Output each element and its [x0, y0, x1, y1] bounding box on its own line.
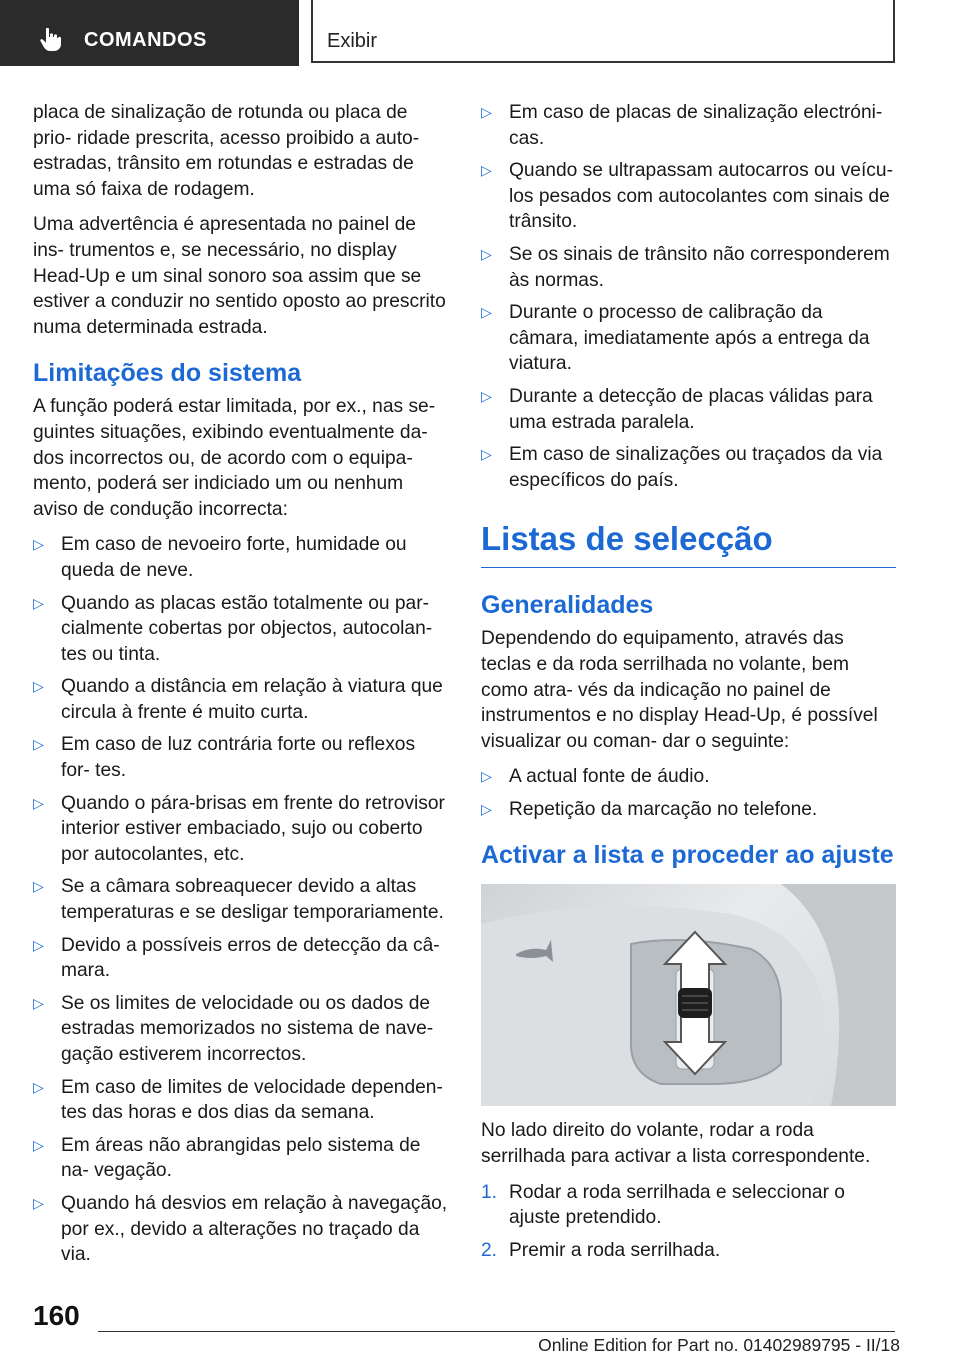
list-item: ▷ Durante o processo de calibração da câmara, imediatamente após a entrega da viatura.: [481, 302, 870, 375]
tab-view-label: Exibir: [327, 30, 378, 52]
footer-divider: [98, 1331, 895, 1332]
steps-list: [481, 1180, 896, 1264]
tab-view[interactable]: [311, 0, 895, 63]
triangle-bullet-icon: ▷: [33, 1136, 44, 1153]
triangle-bullet-icon: ▷: [33, 936, 44, 953]
paragraph: A função poderá estar limitada, por ex., nas se- guintes situações, exibindo eventualmente da- dos incorrectos ou, de acordo com o equipa- mento, poderá ser indiciado um ou nenhum aviso de condução incorrecta:: [33, 396, 436, 520]
right-column: [481, 100, 896, 1271]
heading-general: Generalidades: [481, 591, 654, 620]
list-item: 1. Rodar a roda serrilhada e seleccionar o ajuste pretendido.: [481, 1181, 845, 1229]
list-item: ▷ Devido a possíveis erros de detecção da câ- mara.: [33, 934, 440, 982]
triangle-bullet-icon: ▷: [33, 678, 44, 695]
triangle-bullet-icon: ▷: [33, 794, 44, 811]
list-item: ▷ Em áreas não abrangidas pelo sistema de na- vegação.: [33, 1134, 421, 1182]
triangle-bullet-icon: ▷: [33, 1078, 44, 1095]
triangle-bullet-icon: ▷: [33, 594, 44, 611]
paragraph: placa de sinalização de rotunda ou placa de prio- ridade prescrita, acesso proibido a auto-estradas, trânsito em rotundas e estradas de uma só faixa de rodagem.: [33, 102, 420, 200]
page-number: 160: [33, 1300, 80, 1331]
list-item: ▷ A actual fonte de áudio.: [481, 764, 896, 790]
list-item: ▷ Em caso de luz contrária forte ou reflexos for- tes.: [33, 734, 416, 782]
tab-commands[interactable]: [0, 0, 299, 66]
triangle-bullet-icon: ▷: [481, 387, 492, 404]
triangle-bullet-icon: ▷: [481, 768, 492, 785]
list-item: ▷ Em caso de nevoeiro forte, humidade ou queda de neve.: [33, 534, 407, 581]
general-list: [481, 764, 896, 822]
triangle-bullet-icon: ▷: [481, 304, 492, 321]
list-item: ▷ Quando o pára-brisas em frente do retrovisor interior estiver embaciado, sujo ou coberto por autocolantes, etc.: [33, 792, 445, 865]
list-item: ▷ Quando as placas estão totalmente ou par- cialmente cobertas por objectos, autocolan- tes ou tinta.: [33, 592, 433, 665]
paragraph: No lado direito do volante, rodar a roda serrilhada para activar a lista correspondente.: [481, 1120, 871, 1168]
page-header: [0, 0, 960, 66]
paragraph: Uma advertência é apresentada no painel de ins- trumentos e, se necessário, no display Head-Up e um sinal sonoro soa assim que se estiver a conduzir no sentido oposto ao prescrito numa determinada estrada.: [33, 214, 446, 338]
list-item: ▷ Se a câmara sobreaquecer devido a altas temperaturas e se desligar temporariamente.: [33, 876, 444, 924]
tab-commands-label: COMANDOS: [84, 29, 207, 51]
limitations-list-continued: [481, 100, 896, 493]
list-item: ▷ Quando se ultrapassam autocarros ou veícu- los pesados com autocolantes com sinais de trânsito.: [481, 160, 893, 233]
paragraph: Dependendo do equipamento, através das teclas e da roda serrilhada no volante, bem como atra- vés da indicação no painel de instrumentos e no display Head-Up, é possível visualizar ou coman- dar o seguinte:: [481, 628, 878, 752]
triangle-bullet-icon: ▷: [33, 536, 44, 553]
triangle-bullet-icon: ▷: [481, 104, 492, 120]
triangle-bullet-icon: ▷: [33, 878, 44, 895]
left-column: [33, 100, 449, 1276]
list-item: ▷ Quando a distância em relação à viatura que circula à frente é muito curta.: [33, 676, 443, 723]
triangle-bullet-icon: ▷: [33, 736, 44, 753]
triangle-bullet-icon: ▷: [481, 162, 492, 179]
heading-system-limitations: Limitações do sistema: [33, 359, 302, 388]
list-item: ▷ Se os sinais de trânsito não corresponderem às normas.: [481, 243, 890, 291]
triangle-bullet-icon: ▷: [481, 446, 492, 463]
list-item: 2. Premir a roda serrilhada.: [481, 1239, 721, 1261]
heading-selection-lists: Listas de selecção: [481, 519, 896, 568]
list-item: ▷ Em caso de limites de velocidade dependen- tes das horas e dos dias da semana.: [33, 1076, 443, 1124]
triangle-bullet-icon: ▷: [33, 994, 44, 1011]
list-item: ▷ Em caso de sinalizações ou traçados da via específicos do país.: [481, 444, 883, 491]
hand-pointer-icon: [38, 26, 64, 52]
list-item: ▷ Repetição da marcação no telefone.: [481, 797, 896, 823]
list-item: ▷ Durante a detecção de placas válidas para uma estrada paralela.: [481, 385, 873, 433]
list-item: ▷ Em caso de placas de sinalização electróni- cas.: [481, 102, 883, 149]
list-item: ▷ Se os limites de velocidade ou os dados de estradas memorizados no sistema de nave- gação estiverem incorrectos.: [33, 992, 434, 1065]
limitations-list: [33, 532, 449, 1267]
list-item: ▷ Quando há desvios em relação à navegação, por ex., devido a alterações no traçado da via.: [33, 1192, 448, 1266]
triangle-bullet-icon: ▷: [481, 245, 492, 262]
steering-wheel-figure: [481, 884, 896, 1106]
triangle-bullet-icon: ▷: [33, 1194, 44, 1211]
steering-wheel-illustration: [481, 884, 896, 1106]
triangle-bullet-icon: ▷: [481, 800, 492, 817]
heading-activate-list: Activar a lista e proceder ao ajuste: [481, 841, 894, 870]
edition-info: Online Edition for Part no. 01402989795 - II/18: [538, 1335, 900, 1355]
